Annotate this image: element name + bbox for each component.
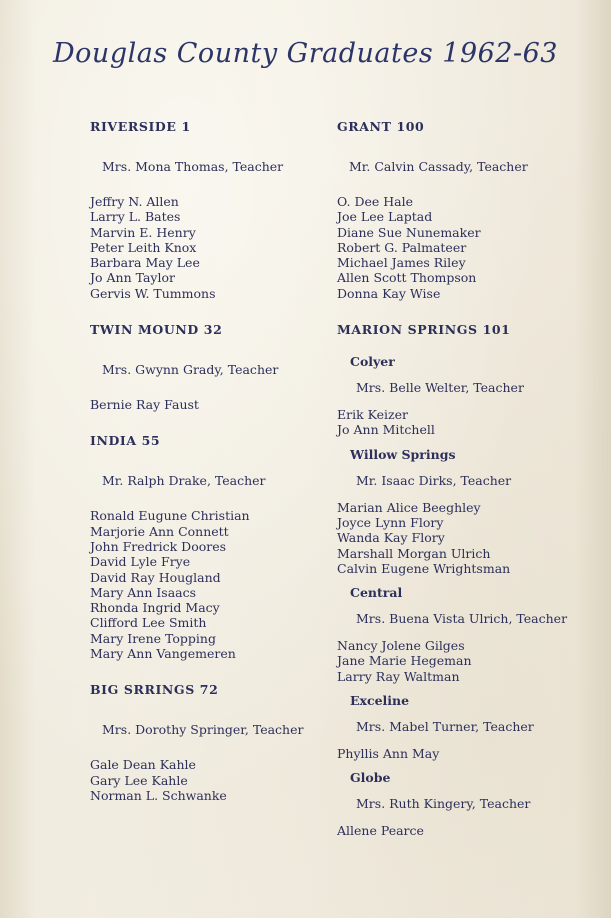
student-name: Mary Ann Isaacs <box>90 584 197 600</box>
teacher-name: Mr. Isaac Dirks, Teacher <box>356 472 512 488</box>
school-name: GRANT 100 <box>337 119 425 134</box>
school-name: TWIN MOUND 32 <box>90 322 223 338</box>
teacher-name: Mrs. Gwynn Grady, Teacher <box>102 362 279 378</box>
student-name: Marian Alice Beeghley <box>337 499 481 515</box>
student-name: Nancy Jolene Gilges <box>337 638 465 654</box>
school-name: RIVERSIDE 1 <box>90 119 191 134</box>
student-name: Phyllis Ann May <box>337 746 440 762</box>
teacher-name: Mrs. Mabel Turner, Teacher <box>356 719 534 735</box>
student-name: Allene Pearce <box>337 823 424 839</box>
teacher-name: Mrs. Buena Vista Ulrich, Teacher <box>356 611 568 627</box>
sub-school-name: Globe <box>350 770 391 786</box>
teacher-name: Mrs. Mona Thomas, Teacher <box>102 159 284 174</box>
student-list <box>90 757 340 803</box>
student-name: Allen Scott Thompson <box>337 270 477 286</box>
teacher-name: Mr. Ralph Drake, Teacher <box>102 473 266 489</box>
student-list <box>90 397 340 412</box>
sub-school-block <box>337 769 602 838</box>
student-list <box>337 638 602 684</box>
school-block <box>90 681 340 803</box>
sub-school-block <box>337 692 602 761</box>
student-name: Wanda Kay Flory <box>337 530 445 546</box>
sub-school-name: Exceline <box>350 693 410 709</box>
student-name: David Lyle Frye <box>90 554 191 570</box>
student-name: Clifford Lee Smith <box>90 615 207 631</box>
student-name: Ronald Eugune Christian <box>90 508 250 524</box>
left-column <box>90 118 340 823</box>
student-name: Jo Ann Taylor <box>90 270 175 286</box>
teacher-name: Mr. Calvin Cassady, Teacher <box>349 159 528 174</box>
school-block <box>90 432 340 661</box>
sub-school-block <box>337 353 602 438</box>
student-name: Donna Kay Wise <box>337 285 441 301</box>
teacher-name: Mrs. Belle Welter, Teacher <box>356 380 524 396</box>
student-name: Mary Ann Vangemeren <box>90 646 236 662</box>
student-list <box>337 823 602 838</box>
student-name: Larry Ray Waltman <box>337 668 460 684</box>
school-name: INDIA 55 <box>90 433 161 449</box>
student-list <box>337 407 602 438</box>
teacher-name: Mrs. Ruth Kingery, Teacher <box>356 796 531 812</box>
student-name: Jo Ann Mitchell <box>337 422 435 438</box>
student-name: Calvin Eugene Wrightsman <box>337 560 511 576</box>
student-name: Erik Keizer <box>337 407 409 423</box>
school-block-marion-springs <box>337 321 602 839</box>
right-column <box>337 118 602 859</box>
student-name: Jane Marie Hegeman <box>337 653 472 669</box>
student-list <box>90 508 340 661</box>
sub-school-list <box>337 353 602 839</box>
student-name: Mary Irene Topping <box>90 630 216 646</box>
teacher-name: Mrs. Dorothy Springer, Teacher <box>102 722 304 738</box>
student-name: Gervis W. Tummons <box>90 285 216 301</box>
school-name: MARION SPRINGS 101 <box>337 322 511 338</box>
school-block <box>90 118 340 301</box>
school-name: BIG SRRINGS 72 <box>90 682 219 698</box>
student-name: Michael James Riley <box>337 255 466 271</box>
student-name: Marshall Morgan Ulrich <box>337 545 491 561</box>
student-list <box>337 194 602 301</box>
student-name: Larry L. Bates <box>90 209 181 225</box>
student-name: Barbara May Lee <box>90 255 200 271</box>
student-name: Joe Lee Laptad <box>337 209 433 225</box>
sub-school-block <box>337 446 602 576</box>
student-name: Robert G. Palmateer <box>337 239 467 255</box>
student-name: John Fredrick Doores <box>90 538 227 554</box>
student-name: Jeffry N. Allen <box>90 194 179 209</box>
sub-school-name: Central <box>350 585 403 601</box>
student-name: Gary Lee Kahle <box>90 772 188 788</box>
school-block <box>90 321 340 412</box>
sub-school-block <box>337 584 602 684</box>
sub-school-name: Willow Springs <box>350 446 456 462</box>
student-list <box>90 194 340 301</box>
student-name: Bernie Ray Faust <box>90 397 199 413</box>
student-list <box>337 500 602 576</box>
student-name: Marjorie Ann Connett <box>90 523 229 539</box>
student-name: Joyce Lynn Flory <box>337 514 444 530</box>
student-name: Rhonda Ingrid Macy <box>90 600 220 616</box>
student-name: Diane Sue Nunemaker <box>337 224 481 240</box>
page-title: Douglas County Graduates 1962-63 <box>53 38 558 69</box>
student-name: Marvin E. Henry <box>90 224 196 240</box>
student-list <box>337 746 602 761</box>
sub-school-name: Colyer <box>350 354 395 370</box>
student-name: Peter Leith Knox <box>90 239 197 255</box>
student-name: David Ray Hougland <box>90 569 221 585</box>
student-name: Gale Dean Kahle <box>90 757 196 773</box>
school-block-grant <box>337 118 602 301</box>
student-name: Norman L. Schwanke <box>90 787 227 803</box>
student-name: O. Dee Hale <box>337 194 414 209</box>
